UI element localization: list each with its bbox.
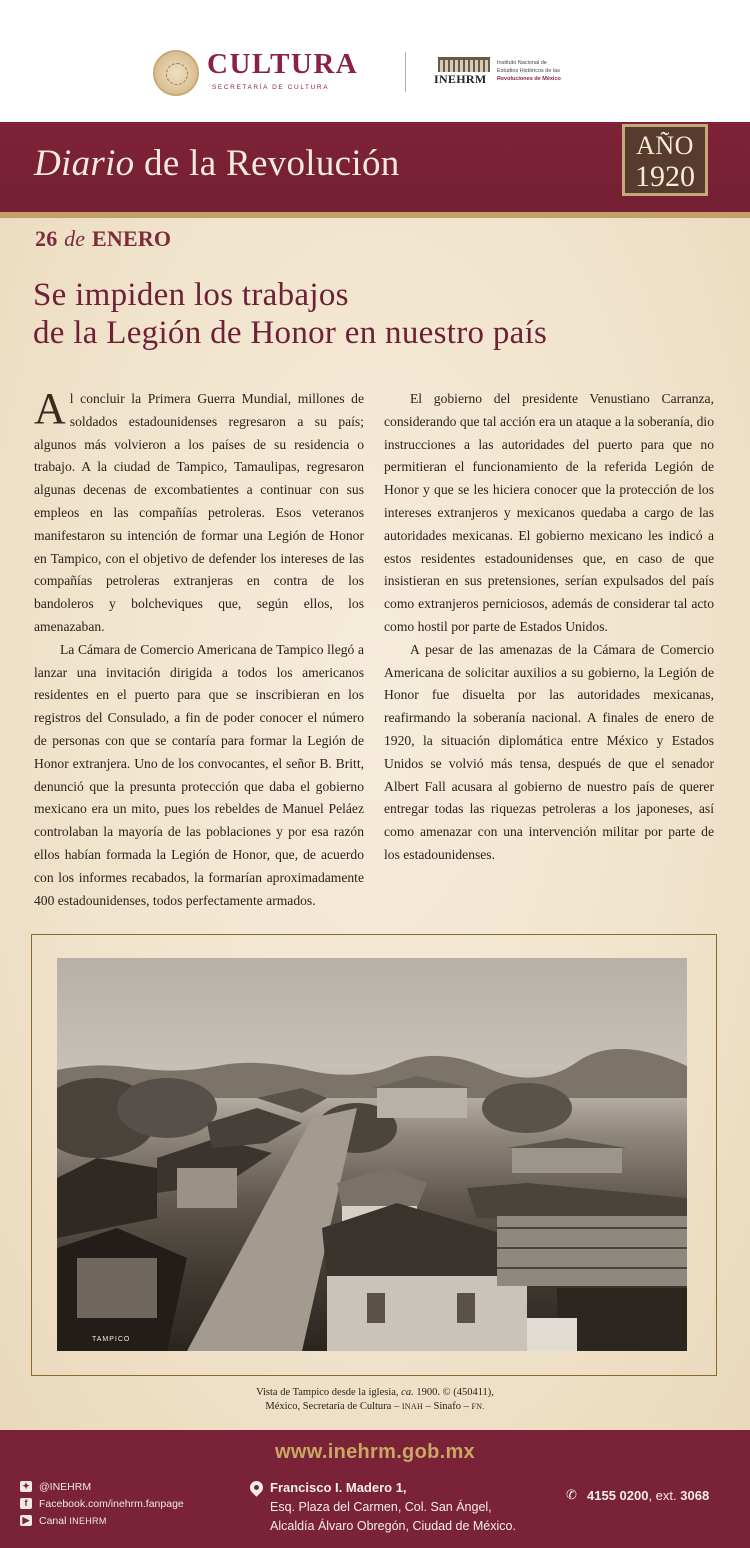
photo-illustration [57,958,687,1351]
caption-line-1 [0,1386,750,1400]
building-icon [438,57,490,72]
year-badge [622,124,708,196]
caption-line-2 [0,1400,750,1414]
inehrm-logo-text: INEHRM [434,72,487,86]
year-value: 1920 [635,160,695,193]
phone-ext: 3068 [680,1488,710,1503]
caption-fn: FN. [471,1402,485,1411]
phone-ext-label: , ext. [648,1488,677,1503]
inehrm-logo [434,57,492,87]
paragraph-1-text: l concluir la Primera Guerra Mundial, millones de soldados estadounidenses regresaron a su país; algunos más volvieron a los países de su residencia o trabajo. A la ciudad de Tampico, Tamaulipas, regresaron algunas decenas de excombatientes a continuar con sus empleos en las compañías petroleras. Esos veteranos manifestaron su intención de formar una Legión de Honor en Tampico, con el objetivo de defender los intereses de las compañías petroleras extranjeras en contra de los bandoleros y bolcheviques que, según ellos, los amenazaban. [34,391,364,634]
website-link[interactable]: www.inehrm.gob.mx [275,1441,475,1463]
drop-cap: A [34,384,66,433]
twitter-icon: ✦ [20,1481,32,1492]
institute-line-2: Estudios Históricos de las [497,68,560,74]
headline-line-1: Se impiden los trabajos [33,277,349,313]
cultura-logo-text: CULTURA [207,48,359,80]
date-day: 26 [35,226,58,251]
twitter-link[interactable] [20,1478,184,1495]
social-links [20,1478,184,1529]
publication-title-italic: Diario [34,143,135,184]
caption-credit: México, Secretaría de Cultura – [265,1401,400,1412]
address-block [270,1478,516,1536]
headline-line-2: de la Legión de Honor en nuestro país [33,315,548,351]
date-de: de [64,226,86,251]
national-seal-icon [153,50,199,96]
year-label: AÑO [636,131,694,160]
secretaria-subtitle: SECRETARÍA DE CULTURA [212,84,330,91]
paragraph-3: El gobierno del presidente Venustiano Carranza, considerando que tal acción era un ataque a la soberanía, dio instrucciones a las autoridades del puerto para que no permitieran el funcionamiento de la referida Legión de Honor y que se les hiciera conocer que la protección de los intereses extranjeros y mexicanos quedaba a cargo de las autoridades mexicanas. El gobierno mexicano les indicó a estos residentes estadounidenses que, en caso de que insistieran en sus pretensiones, serían expulsados del país como extranjeros perniciosos, además de considerar tal acto como hostil por parte de Estados Unidos. [384,391,714,634]
institute-line-3: Revoluciones de México [497,76,561,82]
top-header [0,0,750,122]
youtube-icon: ▶ [20,1515,32,1526]
facebook-link[interactable] [20,1495,184,1512]
twitter-handle: @INEHRM [39,1480,92,1493]
photo-caption [0,1386,750,1414]
youtube-pre: Canal [39,1514,67,1527]
phone-main: 4155 0200 [587,1488,649,1503]
date-month: ENERO [91,226,172,251]
logo-divider [405,52,406,92]
article-date [35,228,171,250]
phone-number[interactable] [587,1488,709,1503]
article-headline [33,276,723,352]
facebook-url: Facebook.com/inehrm.fanpage [39,1497,184,1510]
caption-sinafo: – Sinafo – [425,1401,469,1412]
address-line-2: Esq. Plaza del Carmen, Col. San Ángel, [270,1500,492,1514]
paragraph-1 [34,384,364,639]
youtube-link[interactable] [20,1512,184,1529]
caption-year: 1900. © (450411), [416,1387,494,1398]
address-line-3: Alcaldía Álvaro Obregón, Ciudad de México. [270,1519,516,1533]
historical-photo [57,958,687,1351]
paragraph-4: A pesar de las amenazas de la Cámara de Comercio Americana de solicitar auxilios a su gobierno, la Legión de Honor fue disuelta por las autoridades mexicanas, reafirmando la soberanía nacional. A finales de enero de 1920, la situación diplomática entre México y Estados Unidos se volvió más tensa, después de que el senador Albert Fall acusara al gobierno de nuestro país de querer entregar todas las riquezas petroleras a los japoneses, así como amenazar con una intervención militar por parte de los estadounidenses. [384,641,714,862]
facebook-icon: f [20,1498,32,1509]
caption-inah: INAH [401,1402,424,1411]
youtube-channel: INEHRM [69,1515,107,1526]
publication-title [34,145,400,182]
article-column-left [34,384,364,912]
phone-icon: ✆ [566,1488,577,1503]
publication-title-rest: de la Revolución [144,143,400,184]
caption-text: Vista de Tampico desde la iglesia, [256,1387,399,1398]
address-line-1: Francisco I. Madero 1, [270,1480,407,1495]
institute-line-1: Instituto Nacional de [497,60,547,66]
institute-name [497,59,597,83]
paragraph-2: La Cámara de Comercio Americana de Tampico llegó a lanzar una invitación dirigida a todos los americanos residentes en el puerto para que se inscribieran en los registros del Consulado, a fin de poder conocer el número de personas con que se contaría para formar la Legión de Honor extranjera. Uno de los convocantes, el señor B. Britt, denunció que la presunta protección que daba el gobierno mexicano era un mito, pues los rebeldes de Manuel Peláez controlaban la mayoría de las poblaciones y por esa razón ellos habían formada la Legión de Honor, que, de acuerdo con los informes recabados, la formarían aproximadamente 400 estadounidenses, todos perfectamente armados. [34,641,364,908]
caption-circa: ca. [401,1387,414,1398]
article-column-right [384,388,714,867]
photo-watermark: TAMPICO [92,1336,131,1343]
